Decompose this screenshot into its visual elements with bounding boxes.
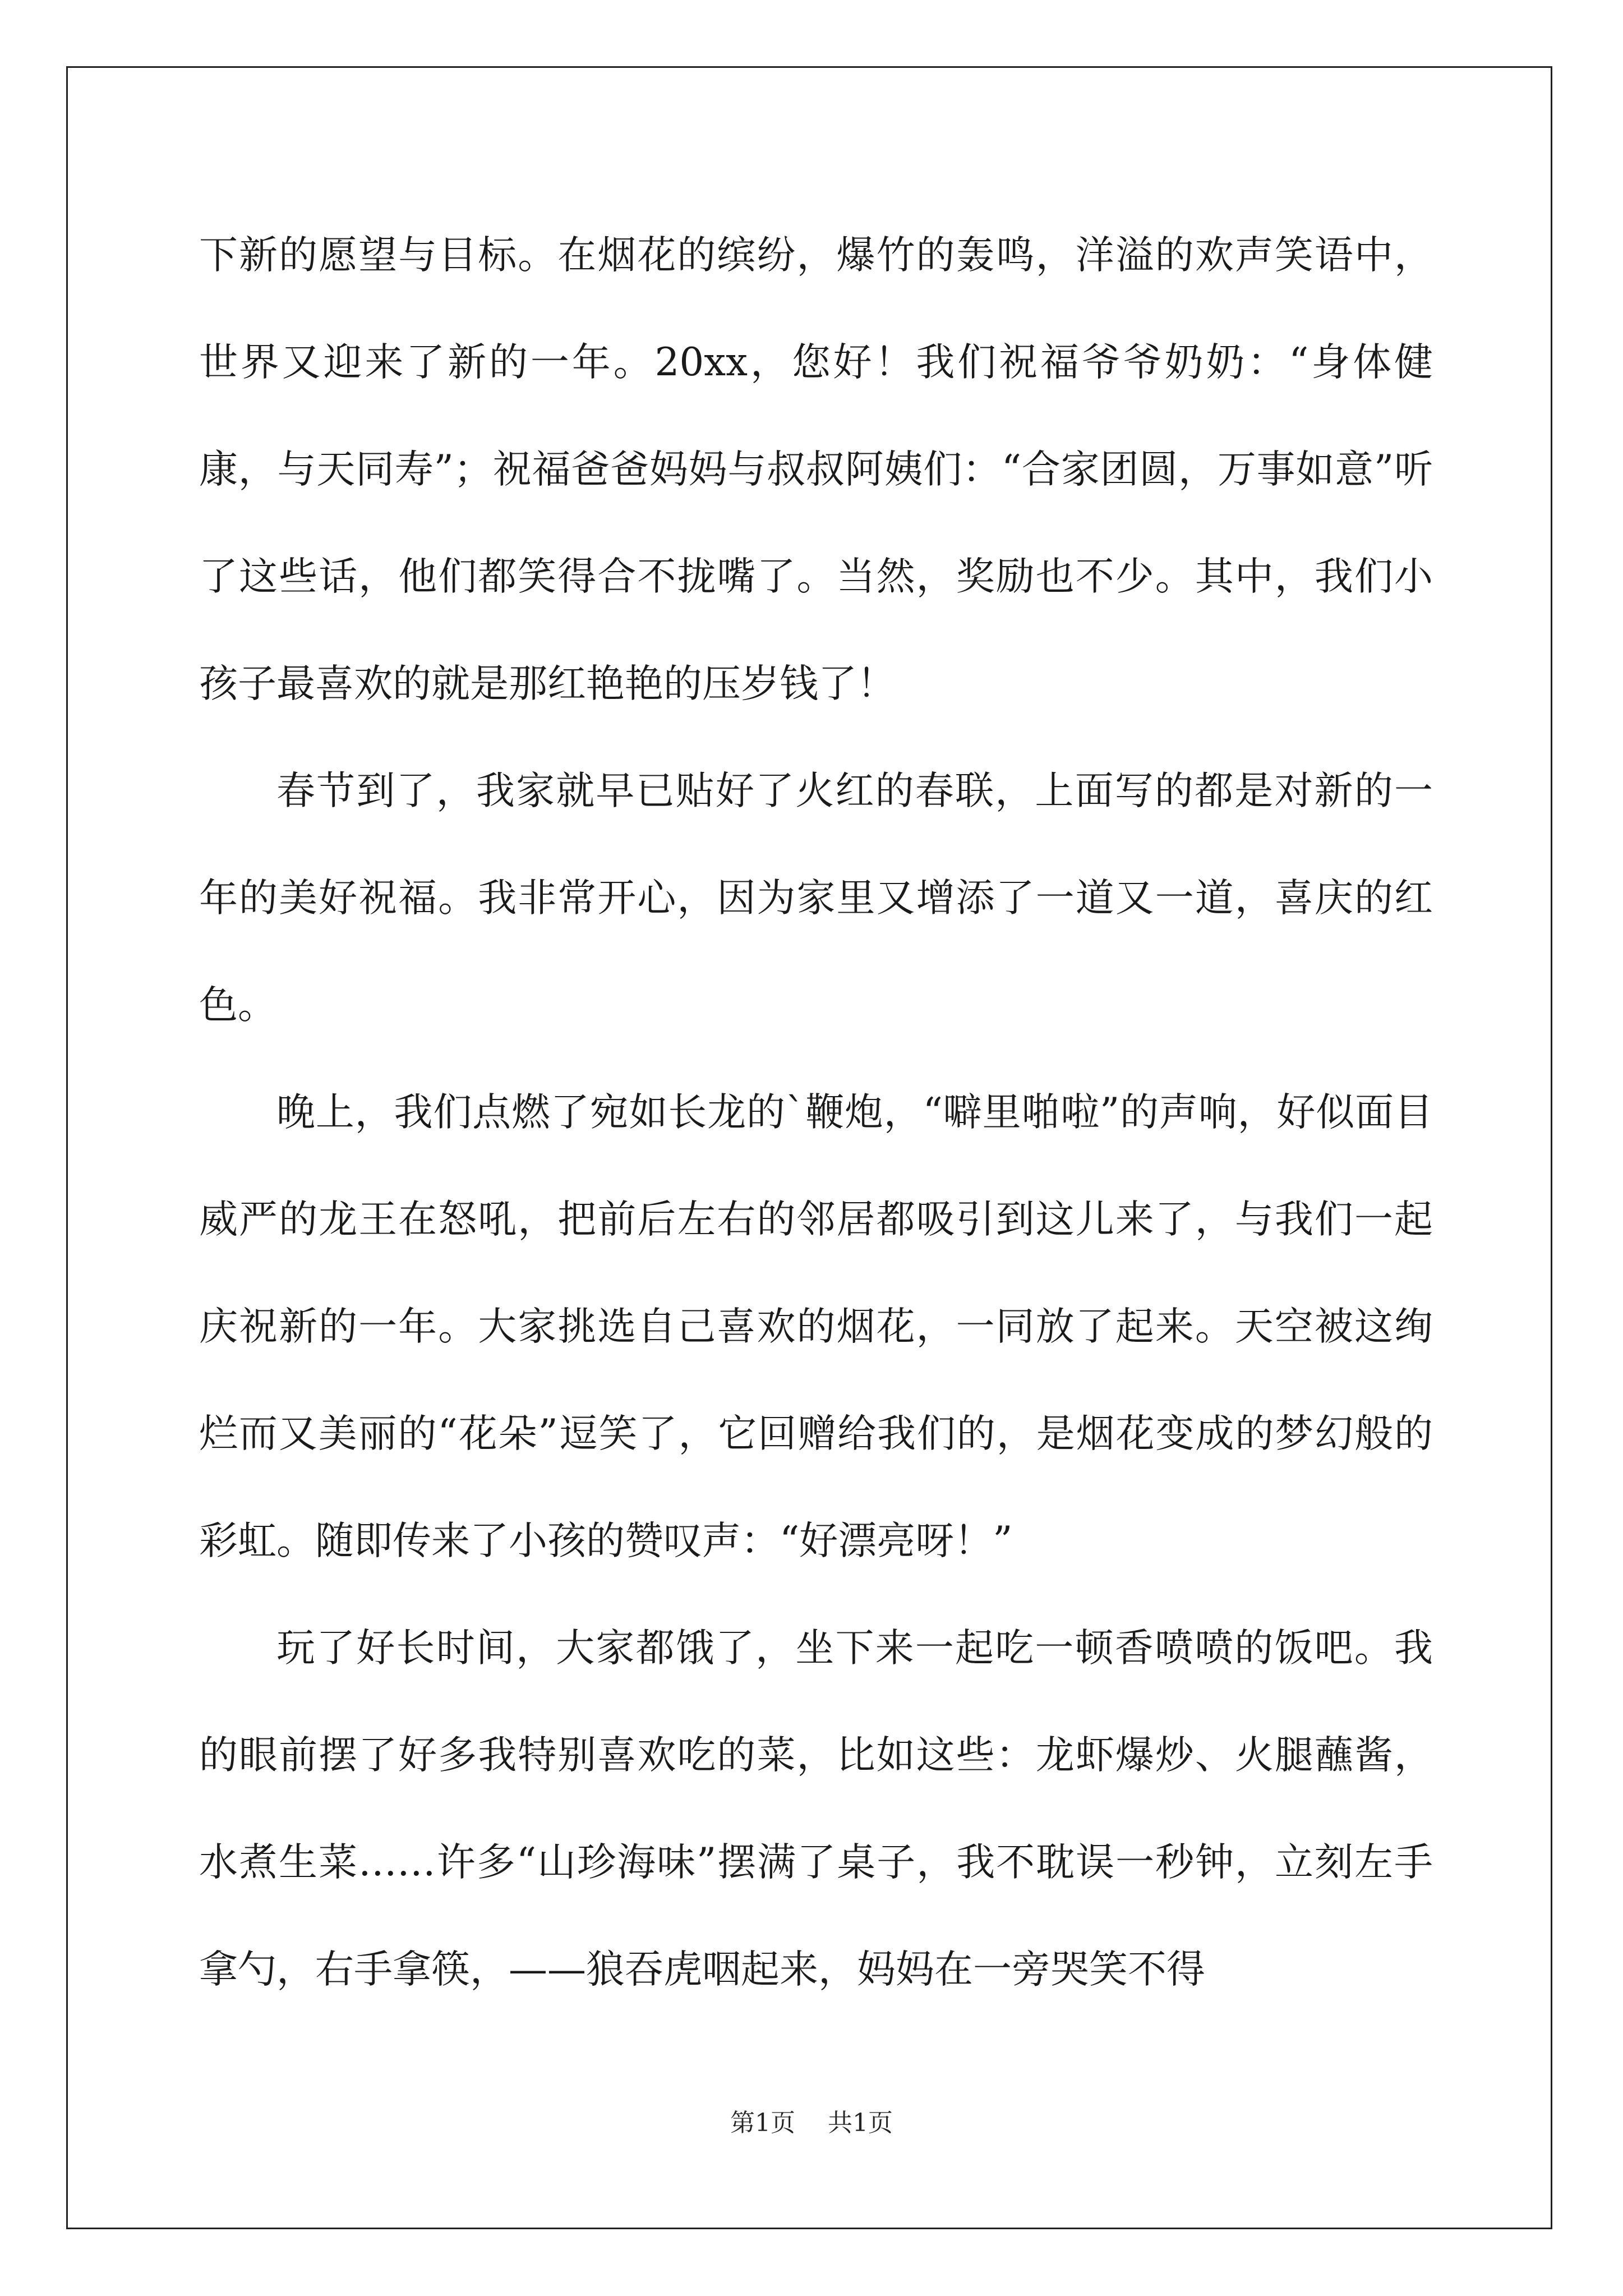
paragraph-2: 春节到了，我家就早已贴好了火红的春联，上面写的都是对新的一年的美好祝福。我非常开心，因为家里又增添了一道又一道，喜庆的红色。 [199, 769, 1433, 1028]
page-number: 第1页 [730, 2109, 795, 2137]
page-total: 共1页 [828, 2109, 893, 2137]
paragraph-1: 下新的愿望与目标。在烟花的缤纷，爆竹的轰鸣，洋溢的欢声笑语中，世界又迎来了新的一年。20xx，您好！我们祝福爷爷奶奶：“身体健康，与天同寿”；祝福爸爸妈妈与叔叔阿姨们：“合家团圆，万事如意”听了这些话，他们都笑得合不拢嘴了。当然，奖励也不少。其中，我们小孩子最喜欢的就是那红艳艳的压岁钱了！ [199, 233, 1433, 706]
page-footer [0, 2102, 1623, 2138]
document-body [199, 202, 1433, 2023]
paragraph-3: 晚上，我们点燃了宛如长龙的`鞭炮，“噼里啪啦”的声响，好似面目威严的龙王在怒吼，把前后左右的邻居都吸引到这儿来了，与我们一起庆祝新的一年。大家挑选自己喜欢的烟花，一同放了起来。天空被这绚烂而又美丽的“花朵”逗笑了，它回赠给我们的，是烟花变成的梦幻般的彩虹。随即传来了小孩的赞叹声：“好漂亮呀！” [199, 1090, 1433, 1563]
paragraph-4: 玩了好长时间，大家都饿了，坐下来一起吃一顿香喷喷的饭吧。我的眼前摆了好多我特别喜欢吃的菜，比如这些：龙虾爆炒、火腿蘸酱，水煮生菜……许多“山珍海味”摆满了桌子，我不耽误一秒钟，立刻左手拿勺，右手拿筷，——狼吞虎咽起来，妈妈在一旁哭笑不得 [199, 1626, 1433, 1992]
